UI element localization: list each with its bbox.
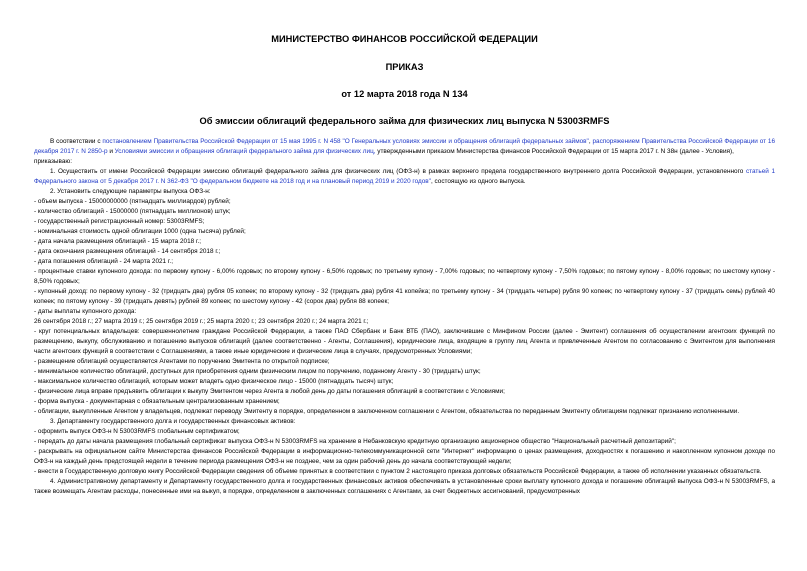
item-2-bought-bonds: - облигации, выкупленные Агентом у владельцев, подлежат переводу Эмитенту в порядке, определенном в заключенном соглашении с Агентом, обязательства по переданным Эмитенту облигациям подлежат признанию исполненными. bbox=[34, 408, 740, 415]
item-3-disclosure: - раскрывать на официальном сайте Министерства финансов Российской Федерации в информационно-телекоммуникационной сети "Интернет" информацию о ценах размещения, доходностях к погашению и накопленном купонном доходе по ОФЗ-н на каждый день предстоящей недели в течение периода размещения ОФЗ-н не позднее, чем за один рабочий день до начала соответствующей недели; bbox=[34, 448, 775, 465]
item-2-payment-dates-label: - даты выплаты купонного дохода: bbox=[34, 308, 137, 315]
item-2-intro: 2. Установить следующие параметры выпуска ОФЗ-н: bbox=[50, 188, 211, 195]
item-2-min-count: - минимальное количество облигаций, доступных для приобретения одним физическим лицом по поручению, поданному Агенту - 30 (тридцать) штук; bbox=[34, 368, 481, 375]
item-2-payment-dates: 26 сентября 2018 г.; 27 марта 2019 г.; 25 сентября 2019 г.; 25 марта 2020 г.; 23 сентября 2020 г.; 24 марта 2021 г.; bbox=[34, 318, 369, 325]
preamble-paragraph bbox=[34, 137, 775, 157]
preamble-text-3: и bbox=[107, 148, 115, 155]
item-3-intro: 3. Департаменту государственного долга и государственных финансовых активов: bbox=[50, 418, 296, 425]
item-3-depository: - передать до даты начала размещения глобальный сертификат выпуска ОФЗ-н N 53003RMFS на хранение в Небанковскую кредитную организацию акционерное общество "Национальный расчетный депозитарий"; bbox=[34, 438, 676, 445]
order-2850-link[interactable]: распоряжением Правительства Российской Федерации от 16 декабря 2017 г. N 2850-р bbox=[34, 138, 776, 155]
item-1-text-2: , состоящую из одного выпуска. bbox=[430, 178, 526, 185]
item-2-nominal: - номинальная стоимость одной облигации 1000 (одна тысяча) рублей; bbox=[34, 228, 246, 235]
preamble-text-4: утвержденными приказом Министерства финансов Российской Федерации от 15 марта 2017 г. N 38н (далее - Условия), bbox=[375, 148, 734, 155]
item-1-paragraph bbox=[34, 167, 775, 187]
item-3-debt-book: - внести в Государственную долговую книгу Российской Федерации сведения об объеме принятых в соответствии с пунктом 2 настоящего приказа долговых обязательств Российской Федерации, а также об исполнении указанных обязательств. bbox=[34, 468, 762, 475]
preamble-text-2: , bbox=[588, 138, 593, 145]
federal-law-362-link[interactable]: статьей 1 Федерального закона от 5 декабря 2017 г. N 362-ФЗ "О федеральном бюджете на 2018 год и на плановый период 2019 и 2020 годов" bbox=[34, 168, 775, 185]
item-2-coupon-rates: - процентные ставки купонного дохода: по первому купону - 6,00% годовых; по второму купону - 6,50% годовых; по третьему купону - 7,00% годовых; по четвертому купону - 7,50% годовых; по пятому купону - 8,00% годовых; по шестому купону - 8,50% годовых; bbox=[34, 268, 775, 285]
item-1-text-1: 1. Осуществить от имени Российской Федерации эмиссию облигаций федерального займа для физических лиц (ОФЗ-н) в рамках верхнего предела государственного внутреннего долга Российской Федерации, установленного bbox=[50, 168, 746, 175]
item-2-placement: - размещение облигаций осуществляется Агентами по поручению Эмитента по открытой подписке; bbox=[34, 358, 330, 365]
document-title: Об эмиссии облигаций федерального займа для физических лиц выпуска N 53003RMFS bbox=[199, 116, 610, 126]
item-3-certificate: - оформить выпуск ОФЗ-н N 53003RMFS глобальным сертификатом; bbox=[34, 428, 240, 435]
item-2-buyback-right: - физические лица вправе предъявить облигации к выкупу Эмитентом через Агента в любой день до даты погашения облигаций в соответствии с Условиями; bbox=[34, 388, 505, 395]
date-number-heading: от 12 марта 2018 года N 134 bbox=[341, 89, 468, 99]
item-2-volume: - объем выпуска - 15000000000 (пятнадцать миллиардов) рублей; bbox=[34, 198, 231, 205]
item-2-count: - количество облигаций - 15000000 (пятнадцать миллионов) штук; bbox=[34, 208, 231, 215]
item-4-paragraph: 4. Административному департаменту и Департаменту государственного долга и государственных финансовых активов обеспечивать в установленные сроки выплату купонного дохода и погашение облигаций выпуска ОФЗ-н N 53003RMFS, а также возмещать Агентам расходы, понесенные ими на выкуп, в порядке, определенном в заключенных соглашениях с Агентами, за счет бюджетных ассигнований, предусмотренных bbox=[34, 478, 775, 495]
item-2-reg-number: - государственный регистрационный номер: 53003RMFS; bbox=[34, 218, 205, 225]
item-2-form: - форма выпуска - документарная с обязательным централизованным хранением; bbox=[34, 398, 280, 405]
item-2-holders: - круг потенциальных владельцев: совершеннолетние граждане Российской Федерации, а также ПАО Сбербанк и Банк ВТБ (ПАО), заключившие с Минфином России (далее - Эмитент) соглашения об осуществлении агентских функций по размещению, выкупу, обслуживанию и погашению выпусков облигаций (далее соответственно - Агенты, Соглашения), юридические лица, входящие в группу лиц Агента и привлеченные Агентом по согласованию с Эмитентом для выполнения части агентских функций в соответствии с Соглашениями, а также иные юридические и физические лица в случаях, предусмотренных Условиями; bbox=[34, 328, 775, 355]
item-2-max-count: - максимальное количество облигаций, которым может владеть одно физическое лицо - 15000 (пятнадцать тысяч) штук; bbox=[34, 378, 394, 385]
ministry-heading: МИНИСТЕРСТВО ФИНАНСОВ РОССИЙСКОЙ ФЕДЕРАЦИИ bbox=[271, 34, 538, 44]
preamble-text-1: В соответствии с bbox=[50, 138, 103, 145]
order-word: приказываю: bbox=[34, 158, 72, 165]
item-2-maturity-date: - дата погашения облигаций - 24 марта 2021 г.; bbox=[34, 258, 173, 265]
doc-type-heading: ПРИКАЗ bbox=[385, 62, 424, 72]
item-2-start-date: - дата начала размещения облигаций - 15 марта 2018 г.; bbox=[34, 238, 202, 245]
conditions-link[interactable]: Условиями эмиссии и обращения облигаций федерального займа для физических лиц, bbox=[114, 148, 376, 155]
item-2-end-date: - дата окончания размещения облигаций - 14 сентября 2018 г.; bbox=[34, 248, 221, 255]
decree-458-link[interactable]: постановлением Правительства Российской Федерации от 15 мая 1995 г. N 458 "О Генеральных условиях эмиссии и обращения облигаций федеральных займов" bbox=[102, 138, 589, 145]
item-2-coupon-income: - купонный доход: по первому купону - 32 (тридцать два) рубля 05 копеек; по второму купону - 32 (тридцать два) рубля 41 копейка; по третьему купону - 34 (тридцать четыре) рубля 90 копеек; по четвертому купону - 37 (тридцать семь) рублей 40 копеек; по пятому купону - 39 (тридцать девять) рублей 89 копеек; по шестому купону - 42 (сорок два) рубля 88 копеек; bbox=[34, 288, 775, 305]
